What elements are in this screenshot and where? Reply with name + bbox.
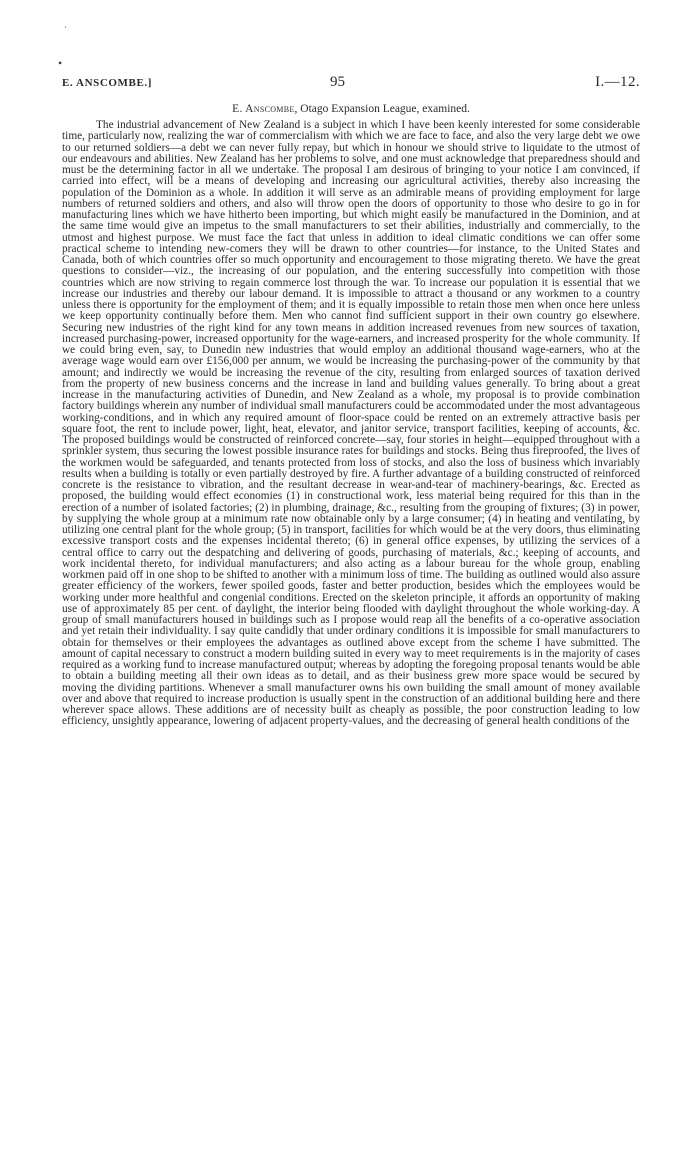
running-head xyxy=(62,74,640,94)
witness-description: , Otago Expansion League, examined. xyxy=(294,103,470,115)
witness-name: E. Anscombe xyxy=(232,103,295,115)
witness-heading xyxy=(62,103,640,115)
scan-mark: · xyxy=(64,22,67,32)
scan-mark: • xyxy=(58,56,63,70)
evidence-paragraph: The industrial advancement of New Zealand is a subject in which I have been keenly interested for some considerable time, particularly now, realizing the war of commercialism with which we are face to face, and also the very large debt we owe to our returned soldiers—a debt we can never fully repay, but which in honour we should strive to liquidate to the utmost of our endeavours and abilities. New Zealand has her problems to solve, and one must acknowledge that preparedness should and must be the determining factor in all we undertake. The proposal I am desirous of bringing to your notice I am convinced, if carried into effect, will be a means of developing and increasing our agricultural activities, thereby also increasing the population of the Dominion as a whole. In addition it will serve as an admirable means of providing employment for large numbers of returned soldiers and others, and also will throw open the doors of opportunity to those who desire to go in for manufacturing lines which we have hitherto been importing, but which might easily be manufactured in the Dominion, and at the same time would give an impetus to the small manufacturers to set their abilities, industrially and commercially, to the utmost and highest purpose. We must face the fact that unless in addition to ideal climatic conditions we can offer some practical scheme to intending new-comers they will be drawn to other countries—for instance, to the United States and Canada, both of which countries offer so much opportunity and encouragement to those migrating thereto. We have the great questions to consider—viz., the increasing of our population, and the entering successfully into competition with those countries which are now striving to regain commerce lost through the war. To increase our population it is essential that we increase our industries and thereby our labour demand. It is impossible to attract a thousand or any workmen to a country unless there is opportunity for the employment of them; and it is equally impossible to retain those men when once here unless we keep opportunity continually before them. Men who cannot find sufficient support in their own country go elsewhere. Securing new industries of the right kind for any town means in addition increased revenues from new sources of taxation, increased purchasing-power, increased opportunity for the wage-earners, and increased prosperity for the whole community. If we could bring even, say, to Dunedin new industries that would employ an additional thousand wage-earners, who at the average wage would earn over £156,000 per annum, we would be increasing the purchasing-power of the community by that amount; and indirectly we would be increasing the revenue of the city, resulting from enlarged sources of taxation derived from the property of new business concerns and the increase in land and building values generally. To bring about a great increase in the manufacturing activities of Dunedin, and New Zealand as a whole, my proposal is to provide combination factory buildings wherein any number of individual small manufacturers could be accommodated under the most advantageous working-conditions, and in which any required amount of floor-space could be rented on an extremely attractive basis per square foot, the rent to include power, light, heat, elevator, and janitor service, transport facilities, keeping of accounts, &c. The proposed buildings would be constructed of reinforced concrete—say, four stories in height—equipped throughout with a sprinkler system, thus securing the lowest possible insurance rates for buildings and stocks. Being thus fireproofed, the lives of the workmen would be safeguarded, and tenants protected from loss of stocks, and also the loss of business which invariably results when a building is totally or even partially destroyed by fire. A further advantage of a building constructed of reinforced concrete is the resistance to vibration, and the resultant decrease in wear-and-tear of machinery-bearings, &c. Erected as proposed, the building would effect economies (1) in constructional work, less material being required for this than in the erection of a number of isolated factories; (2) in plumbing, drainage, &c., resulting from the grouping of fixtures; (3) in power, by supplying the whole group at a minimum rate now obtainable only by a large consumer; (4) in heating and ventilating, by utilizing one central plant for the whole group; (5) in transport, facilities for which would be at the very doors, thus eliminating excessive transport costs and the expenses incidental thereto; (6) in general office expenses, by utilizing the services of a central office to carry out the despatching and delivering of goods, purchasing of materials, &c.; keeping of accounts, and work incidental thereto, for individual manufacturers; and also acting as a labour bureau for the whole group, enabling workmen paid off in one shop to be shifted to another with a minimum loss of time. The building as outlined would also assure greater efficiency of the workers, fewer spoiled goods, faster and better production, besides which the employees would be working under more healthful and congenial conditions. Erected on the skeleton principle, it affords an opportunity of making use of approximately 85 per cent. of daylight, the interior being flooded with daylight throughout the whole working-day. A group of small manufacturers housed in buildings such as I propose would reap all the benefits of a co-operative association and yet retain their individuality. I say quite candidly that under ordinary conditions it is impossible for small manufacturers to obtain for themselves or their employees the advantages as outlined above except from the scheme I have submitted. The amount of capital necessary to construct a modern building suited in every way to meet requirements is in the majority of cases required as a working fund to increase manufactured output; whereas by adopting the foregoing proposal tenants would be able to obtain a building meeting all their own ideas as to detail, and as their business grew more space would be secured by moving the dividing partitions. Whenever a small manufacturer owns his own building the small amount of money available over and above that required to increase production is usually spent in the construction of an additional building here and there wherever space allows. These additions are of necessity built as cheaply as possible, the poor construction leading to low efficiency, unsightly appearance, lowering of adjacent property-values, and the decreasing of general health conditions of the xyxy=(62,119,640,728)
running-head-author: E. ANSCOMBE.] xyxy=(62,77,153,89)
page-number: 95 xyxy=(330,74,345,90)
document-reference: I.—12. xyxy=(595,74,640,90)
